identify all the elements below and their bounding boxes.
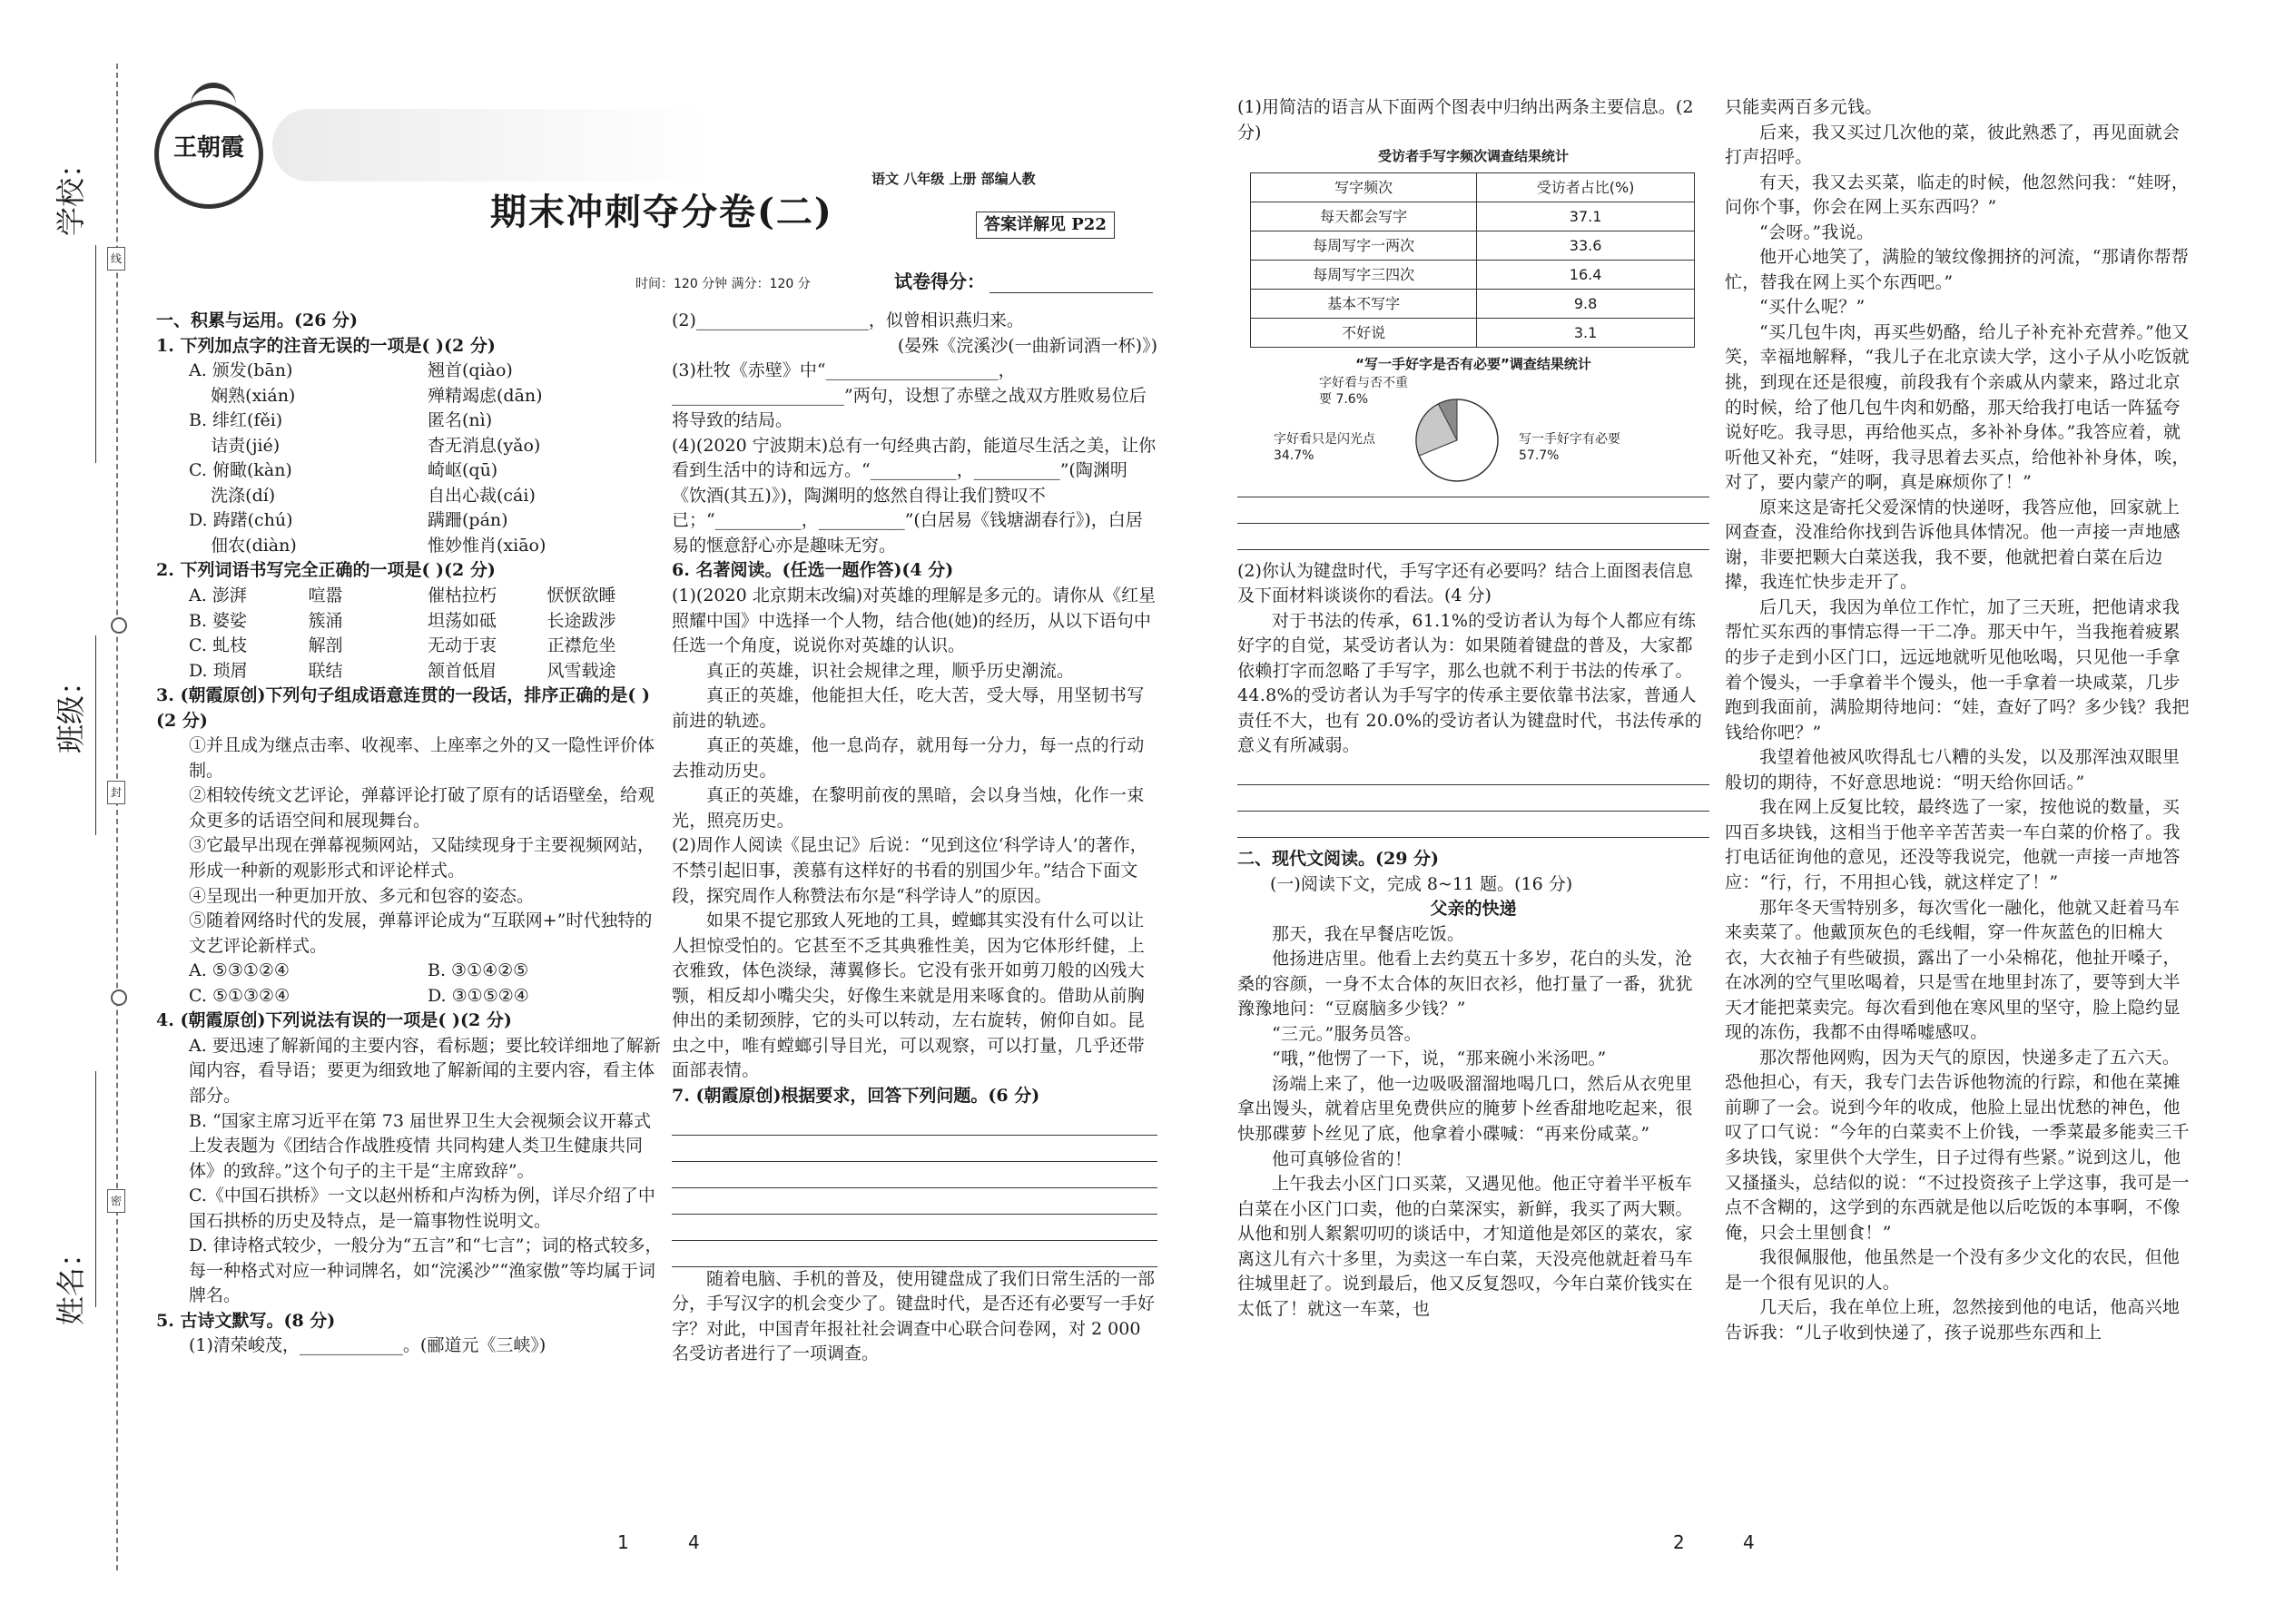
page-number: 2 — [1673, 1531, 1685, 1553]
option-row — [156, 634, 666, 659]
column-2 — [672, 309, 1157, 1367]
table-cell: 不好说 — [1251, 318, 1477, 347]
option-text: D. 琐屑 — [189, 660, 248, 681]
answer-line[interactable] — [1237, 549, 1709, 550]
pie-chart — [1237, 375, 1709, 484]
question-text: (2)____________________，似曾相识燕归来。 — [672, 310, 1024, 330]
question-text: 真正的英雄，在黎明前夜的黑暗，会以身当烛，化作一束光，照亮历史。 — [672, 785, 1145, 831]
answer-line[interactable] — [672, 1214, 1157, 1215]
story-paragraph: 那年冬天雪特别多，每次雪化一融化，他就又赶着马车来卖菜了。他戴顶灰色的毛线帽，穿一件灰蓝色的旧棉大衣，大衣袖子有些破损，露出了一小朵棉花，他扯开嗓子，在冰冽的空气里吆喝着，只是雪在地里封冻了，要等到大半天才能把菜卖完。每次看到他在寒风里的坚守，脸上隐约显现的冻伤，我都不由得唏嘘感叹。 — [1725, 897, 2181, 1043]
option-text: 催枯拉朽 — [428, 586, 497, 606]
question-text: D. 律诗格式较少，一般分为“五言”和“七言”；词的格式较多，每一种格式对应一种词牌名，如“浣溪沙”“渔家傲”等均属于词牌名。 — [189, 1235, 663, 1306]
time-score-line: 时间：120 分钟 满分：120 分 — [635, 277, 811, 291]
option-text: 解剖 — [308, 635, 343, 656]
option-row — [156, 434, 666, 459]
question-text: 1. 下列加点字的注音无误的一项是( )(2 分) — [156, 335, 496, 356]
option-text: 洗涤(dí) — [189, 485, 276, 506]
question-text: A. 要迅速了解新闻的主要内容，看标题；要比较详细地了解新闻内容，看导语；要更为细致地了解新闻的主要内容，看主体部分。 — [189, 1035, 661, 1106]
story-paragraph: “哦，”他愣了一下，说，“那来碗小米汤吧。” — [1272, 1048, 1607, 1069]
option-text: C. 俯瞰(kàn) — [189, 460, 292, 481]
pie-title: “写一手好字是否有必要”调查结果统计 — [1355, 355, 1591, 372]
name-field[interactable] — [95, 1071, 96, 1307]
question-text: 一、积累与运用。(26 分) — [156, 310, 359, 330]
option-text: 诘责(jié) — [189, 435, 281, 456]
story-paragraph: 有天，我又去买菜，临走的时候，他忽然问我：“娃呀，问你个事，你会在网上买东西吗？” — [1725, 172, 2190, 218]
option-text: 喧嚣 — [308, 586, 343, 606]
question-text: 真正的英雄，识社会规律之理，顺乎历史潮流。 — [706, 660, 1075, 681]
option-row — [156, 584, 666, 609]
option-row — [156, 959, 666, 984]
option-row — [156, 484, 666, 509]
table-row — [1251, 231, 1695, 260]
table-cell: 16.4 — [1477, 260, 1695, 289]
subject-line: 语文 八年级 上册 部编人教 — [871, 171, 1036, 187]
punch-hole-icon — [111, 617, 127, 634]
class-field[interactable] — [95, 635, 96, 835]
story-paragraph: 那天，我在早餐店吃饭。 — [1272, 923, 1465, 944]
answer-line[interactable] — [1237, 523, 1709, 524]
crown-icon — [191, 83, 236, 112]
option-row — [156, 534, 666, 559]
name-label: 姓名： — [54, 1237, 88, 1325]
table-cell: 33.6 — [1477, 231, 1695, 260]
question-text: ①并且成为继点击率、收视率、上座率之外的又一隐性评价体制。 — [189, 735, 655, 781]
option-row — [156, 384, 666, 409]
option-text: A. 澎湃 — [189, 586, 247, 606]
story-paragraph: 几天后，我在单位上班，忽然接到他的电话，他高兴地告诉我：“儿子收到快递了，孩子说那些东西和上 — [1725, 1297, 2181, 1343]
seal-tag-secret: 密 — [107, 1189, 125, 1213]
option-text: C. 虬枝 — [189, 635, 247, 656]
option-text: D. ③①⑤②④ — [428, 985, 529, 1006]
question-text: (1)清荣峻茂，____________。(郦道元《三峡》) — [189, 1335, 546, 1356]
school-field[interactable] — [95, 245, 96, 463]
story-paragraph: 汤端上来了，他一边吸吸溜溜地喝几口，然后从衣兜里拿出馒头，就着店里免费供应的腌萝卜丝香甜地吃起来，很快那碟萝卜丝见了底，他拿着小碟喊：“再来份咸菜。” — [1237, 1073, 1693, 1144]
option-text: 翘首(qiào) — [428, 360, 513, 381]
seal-line — [116, 64, 118, 1570]
story-paragraph: 他扬进店里。他看上去约莫五十多岁，花白的头发，沧桑的容颜，一身不太合体的灰旧衣衫，他打量了一番，犹犹豫豫地问：“豆腐脑多少钱？” — [1237, 949, 1693, 1019]
question-text: 4. (朝霞原创)下列说法有误的一项是( )(2 分) — [156, 1010, 512, 1031]
option-text: A. ⑤③①②④ — [189, 960, 290, 981]
answer-line[interactable] — [672, 1240, 1157, 1241]
pie-label-unimportant: 字好看与否不重要 7.6% — [1319, 375, 1408, 407]
pie-label-highlight: 字好看只是闪光点 34.7% — [1274, 431, 1375, 463]
page-number: 4 — [1743, 1531, 1755, 1553]
story-text — [1237, 922, 1709, 1323]
question-text: (3)杜牧《赤壁》中“____________________，____________________”两句，设想了赤壁之战双方胜败易位后将导致的结局。 — [672, 360, 1147, 431]
story-paragraph: “买什么呢？” — [1759, 297, 1866, 318]
page-number: 1 — [617, 1531, 629, 1553]
story-paragraph: “买几包牛肉，再买些奶酪，给儿子补充补充营养。”他又笑，幸福地解释，“我儿子在北京读大学，这小子从小吃饭就挑，到现在还是很瘦，前段我有个亲戚从内蒙来，路过北京的时候，给了他几包牛肉和奶酪，那天给我打电话一阵猛夸说好吃。我寻思，再给他买点，多补补身体。”我答应着，就听他又补充，“娃呀，我寻思着去买点，给他补补身体，唉，对了，要内蒙产的啊，真是麻烦你了！” — [1725, 321, 2190, 493]
option-row — [156, 408, 666, 434]
score-field[interactable] — [989, 292, 1153, 293]
story-paragraph: 我望着他被风吹得乱七八糟的头发，以及那浑浊双眼里般切的期待，不好意思地说：“明天给你回话。” — [1725, 747, 2181, 792]
question-text: 真正的英雄，他能担大任，吃大苦，受大辱，用坚韧书写前进的轨迹。 — [672, 685, 1145, 731]
frequency-table — [1250, 172, 1695, 348]
question-text: 真正的英雄，他一息尚存，就用每一分力，每一点的行动去推动历史。 — [672, 735, 1145, 781]
answer-line[interactable] — [672, 1187, 1157, 1188]
question-7-2: (2)你认为键盘时代，手写字还有必要吗？结合上面图表信息及下面材料谈谈你的看法。(4 分) — [1237, 560, 1693, 606]
story-title: 父亲的快递 — [1430, 899, 1517, 920]
table-cell: 每周写字三四次 — [1251, 260, 1477, 289]
question-text: (晏殊《浣溪沙(一曲新词酒一杯)》) — [897, 335, 1157, 356]
seal-tag-line: 线 — [107, 247, 125, 271]
exam-title: 期末冲刺夺分卷(二) — [490, 191, 833, 233]
option-text: A. 颁发(bān) — [189, 360, 293, 381]
option-text: 长途跋涉 — [546, 610, 616, 631]
material-text: 对于书法的传承，61.1%的受访者认为每个人都应有练好字的自觉，某受访者认为：如果随着键盘的普及，大家都依赖打字而忽略了手写字，那么也就不利于书法的传承了。44.8%的受访者认为手写字的传承主要依靠书法家，普通人责任不大，也有 20.0%的受访者认为键盘时代，书法传承的意义有所减弱。 — [1237, 610, 1703, 756]
option-text: 无动于衷 — [428, 635, 497, 656]
question-text: ④呈现出一种更加开放、多元和包容的姿态。 — [189, 885, 535, 906]
story-paragraph: 后来，我又买过几次他的菜，彼此熟悉了，再见面就会打声招呼。 — [1725, 122, 2181, 168]
question-text: 2. 下列词语书写完全正确的一项是( )(2 分) — [156, 560, 496, 581]
option-text: 匿名(nì) — [428, 410, 493, 431]
option-text: B. 绯红(fěi) — [189, 410, 283, 431]
school-label: 学校： — [54, 148, 88, 236]
question-text: 6. 名著阅读。(任选一题作答)(4 分) — [672, 560, 954, 581]
publisher-logo: 王朝霞 — [154, 100, 263, 209]
option-text: C. ⑤①③②④ — [189, 985, 290, 1006]
table-cell: 37.1 — [1477, 202, 1695, 231]
option-text: 殚精竭虑(dān) — [428, 385, 543, 406]
option-text: 坦荡如砥 — [428, 610, 497, 631]
answer-reference: 答案详解见 P22 — [976, 212, 1115, 239]
story-paragraph: 原来这是寄托父爱深情的快递呀，我答应他，回家就上网查查，没准给你找到告诉他具体情况。他一声接一声地感谢，非要把颗大白菜送我，我不要，他就把着白菜在后边撵，我连忙快步走开了。 — [1725, 497, 2181, 593]
question-text: 5. 古诗文默写。(8 分) — [156, 1310, 336, 1331]
option-text: 娴熟(xián) — [189, 385, 296, 406]
story-paragraph: 上午我去小区门口买菜，又遇见他。他正守着半平板车白菜在小区门口卖，他的白菜深实，新鲜，我买了两大颗。从他和别人絮絮叨叨的谈话中，才知道他是郊区的菜农，家离这儿有六十多里，为卖这一车白菜，天没亮他就赶着马车往城里赶了。说到最后，他又反复怨叹，今年白菜价钱实在太低了！就这一车菜，也 — [1237, 1174, 1693, 1319]
table-title: 受访者手写字频次调查结果统计 — [1377, 148, 1569, 165]
column-1 — [156, 309, 666, 1359]
option-text: D. 踌躇(chú) — [189, 510, 293, 531]
option-text: 崎岖(qū) — [428, 460, 498, 481]
question-text: ⑤随着网络时代的发展，弹幕评论成为“互联网+”时代独特的文艺评论新样式。 — [189, 910, 653, 956]
table-row — [1251, 318, 1695, 347]
question-7-1: (1)用简洁的语言从下面两个图表中归纳出两条主要信息。(2 分) — [1237, 97, 1694, 143]
option-row — [156, 984, 666, 1009]
question-text: (2)周作人阅读《昆虫记》后说：“见到这位‘科学诗人’的著作，不禁引起旧事，羡慕有这样好的书看的别国少年。”结合下面文段，探究周作人称赞法布尔是“科学诗人”的原因。 — [672, 835, 1147, 906]
answer-line[interactable] — [672, 1135, 1157, 1136]
table-cell: 每周写字一两次 — [1251, 231, 1477, 260]
question-text: (1)(2020 北京期末改编)对英雄的理解是多元的。请你从《红星照耀中国》中选择一个人物，结合他(她)的经历，从以下语句中任选一个角度，说说你对英雄的认识。 — [672, 586, 1157, 656]
answer-line[interactable] — [1237, 784, 1709, 785]
option-row — [156, 609, 666, 635]
option-row — [156, 458, 666, 484]
section-2-heading: 二、现代文阅读。(29 分) — [1237, 848, 1440, 869]
option-text: 联结 — [308, 660, 343, 681]
table-cell: 基本不写字 — [1251, 289, 1477, 318]
question-text: 随着电脑、手机的普及，使用键盘成了我们日常生活的一部分，手写汉字的机会变少了。键盘时代，是否还有必要写一手好字？对此，中国青年报社社会调查中心联合问卷网，对 2 000 名受访者进行了一项调查。 — [672, 1268, 1156, 1364]
option-text: 自出心裁(cái) — [428, 485, 536, 506]
column-4 — [1725, 95, 2197, 1345]
option-text: B. ③①④②⑤ — [428, 960, 529, 981]
story-paragraph: 只能卖两百多元钱。 — [1725, 97, 1883, 117]
option-text: 恹恹欲睡 — [546, 586, 616, 606]
option-text: 杳无消息(yǎo) — [428, 435, 541, 456]
answer-line[interactable] — [672, 1161, 1157, 1162]
answer-line[interactable] — [1237, 811, 1709, 812]
option-text: 颔首低眉 — [428, 660, 497, 681]
story-paragraph: 我在网上反复比较，最终选了一家，按他说的数量，买四百多块钱，这相当于他辛辛苦苦卖一车白菜的价格了。我打电话征询他的意见，还没等我说完，他就一声接一声地答应：“行，行，不用担心钱，就这样定了！” — [1725, 797, 2181, 892]
table-cell: 每天都会写字 — [1251, 202, 1477, 231]
class-label: 班级： — [54, 665, 88, 753]
table-row — [1251, 260, 1695, 289]
option-text: 佃农(diàn) — [189, 535, 297, 556]
section-2a-heading: (一)阅读下文，完成 8~11 题。(16 分) — [1270, 873, 1573, 894]
option-row — [156, 508, 666, 534]
option-text: 正襟危坐 — [546, 635, 616, 656]
binding-gutter — [0, 0, 123, 1624]
story-paragraph: “会呀。”我说。 — [1759, 221, 1875, 242]
option-text: 蹒跚(pán) — [428, 510, 508, 531]
story-paragraph: 他可真够俭省的！ — [1272, 1148, 1413, 1169]
question-text: 如果不提它那致人死地的工具，螳螂其实没有什么可以让人担惊受怕的。它甚至不乏其典雅性美，因为它体形纤健，上衣雅致，体色淡绿，薄翼修长。它没有张开如剪刀般的凶残大颚，相反却小嘴尖尖，好像生来就是用来啄食的。借助从前胸伸出的柔韧颈脖，它的头可以转动，左右旋转，俯仰自如。昆虫之中，唯有螳螂引导目光，可以观察，可以打量，几乎还带面部表情。 — [672, 910, 1146, 1081]
table-row — [1251, 202, 1695, 231]
header-decoration — [272, 109, 708, 182]
pie-label-necessary: 写一手好字有必要 57.7% — [1519, 431, 1620, 463]
question-text: ③它最早出现在弹幕视频网站，又陆续现身于主要视频网站，形成一种新的观影形式和评论样式。 — [189, 835, 655, 881]
seal-tag-seal: 封 — [107, 781, 125, 804]
table-row — [1251, 289, 1695, 318]
option-row — [156, 659, 666, 684]
question-text: ②相较传统文艺评论，弹幕评论打破了原有的话语壁垒，给观众更多的话语空间和展现舞台。 — [189, 785, 655, 831]
punch-hole-icon — [111, 989, 127, 1006]
answer-line[interactable] — [1237, 837, 1709, 838]
column-3 — [1237, 95, 1709, 1322]
question-text: 3. (朝霞原创)下列句子组成语意连贯的一段话，排序正确的是( )(2 分) — [156, 685, 651, 731]
story-paragraph: 我很佩服他，他虽然是一个没有多少文化的农民，但他是一个很有见识的人。 — [1725, 1247, 2181, 1293]
table-cell: 3.1 — [1477, 318, 1695, 347]
page-number: 4 — [688, 1531, 700, 1553]
question-text: C.《中国石拱桥》一文以赵州桥和卢沟桥为例，详尽介绍了中国石拱桥的历史及特点，是一篇事物性说明文。 — [189, 1186, 655, 1231]
pie-graphic — [1412, 395, 1502, 486]
option-text: B. 婆娑 — [189, 610, 248, 631]
table-header-cell: 写字频次 — [1251, 172, 1477, 202]
story-paragraph: 那次帮他网购，因为天气的原因，快递多走了五六天。恐他担心，有天，我专门去告诉他物流的行踪，和他在菜摊前聊了一会。说到今年的收成，他脸上显出忧愁的神色，他叹了口气说：“今年的白菜卖不上价钱，一季菜最多能卖三千多块钱，家里供个大学生，日子过得有些紧。”说到这儿，他又搔搔头，总结似的说：“不过投资孩子上学这事，我可是一点不含糊的，这学到的东西就是他以后吃饭的本事啊，不像俺，只会土里刨食！” — [1725, 1047, 2190, 1243]
story-paragraph: “三元。”服务员答。 — [1272, 1023, 1422, 1044]
score-label: 试卷得分： — [894, 271, 985, 292]
question-text: 7. (朝霞原创)根据要求，回答下列问题。(6 分) — [672, 1085, 1040, 1106]
question-text: (4)(2020 宁波期末)总有一句经典古韵，能道尽生活之美，让你看到生活中的诗和远方。“__________，__________”(陶渊明《饮酒(其五)》)，陶渊明的悠然自得让我们赞叹不已；“__________，__________”(白居易《钱塘湖春行》)，白居易的惬意舒心亦是趣味无穷。 — [672, 435, 1157, 556]
option-text: 簇涌 — [308, 610, 343, 631]
option-text: 风雪载途 — [546, 660, 616, 681]
story-paragraph: 他开心地笑了，满脸的皱纹像拥挤的河流，“那请你帮帮忙，替我在网上买个东西吧。” — [1725, 247, 2190, 292]
option-row — [156, 359, 666, 384]
story-paragraph: 后几天，我因为单位工作忙，加了三天班，把他请求我帮忙买东西的事情忘得一干二净。那天中午，当我拖着疲累的步子走到小区门口，远远地就听见他吆喝，只见他一手拿着个馒头，一手拿着半个馒头，他一手拿着一块咸菜，几步跑到我面前，满脸期待地问：“娃，查好了吗？多少钱？我把钱给你吧？” — [1725, 596, 2190, 743]
table-cell: 9.8 — [1477, 289, 1695, 318]
table-header-cell: 受访者占比(%) — [1477, 172, 1695, 202]
option-text: 惟妙惟肖(xiāo) — [428, 535, 546, 556]
question-text: B. “国家主席习近平在第 73 届世界卫生大会视频会议开幕式上发表题为《团结合作战胜疫情 共同构建人类卫生健康共同体》的致辞。”这个句子的主干是“主席致辞”。 — [189, 1110, 652, 1181]
